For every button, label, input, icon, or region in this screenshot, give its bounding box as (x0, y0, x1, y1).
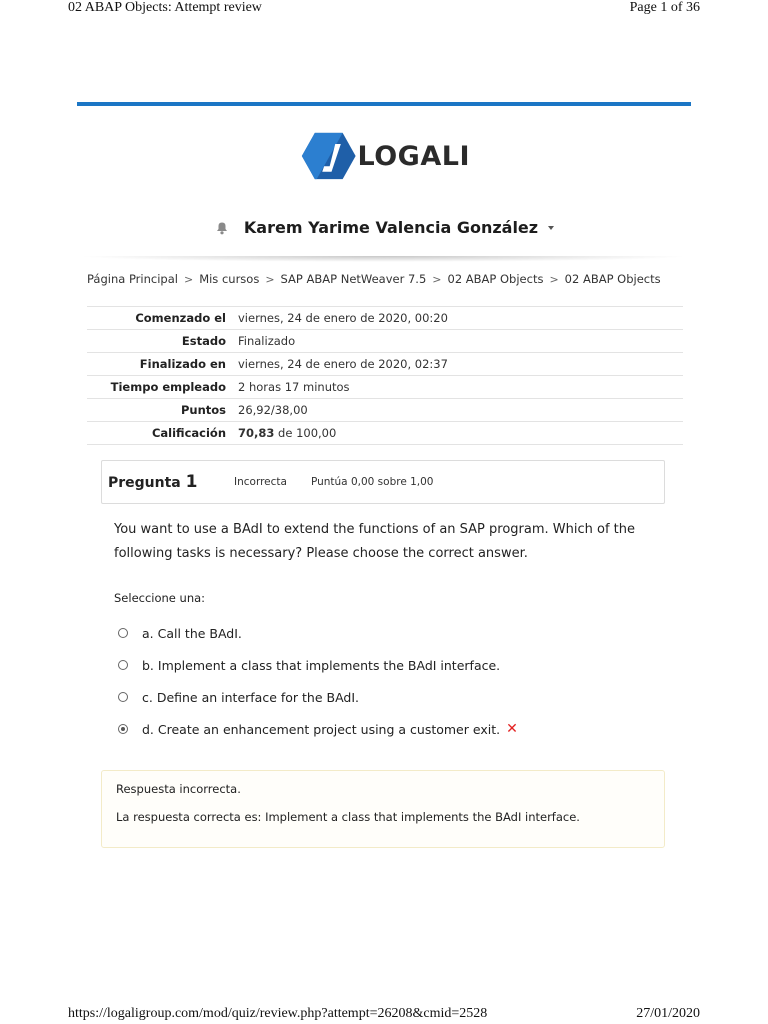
question-state: Incorrecta (234, 476, 287, 488)
bell-icon[interactable] (214, 220, 230, 236)
question-heading (108, 472, 230, 492)
summary-row-points (87, 399, 683, 422)
top-accent-bar (77, 102, 691, 106)
question-grade: Puntúa 0,00 sobre 1,00 (310, 476, 434, 488)
summary-value: 26,92/38,00 (238, 403, 308, 417)
chevron-right-icon: > (265, 272, 275, 286)
question-text: You want to use a BAdI to extend the functions of an SAP program. Which of the following tasks is necessary? Please choose the correct answer. (114, 522, 636, 561)
answer-label: d. Create an enhancement project using a customer exit. (142, 721, 501, 737)
breadcrumb-item-my-courses[interactable]: Mis cursos (199, 272, 260, 286)
answer-option-d[interactable] (118, 713, 518, 745)
summary-value: 2 horas 17 minutos (238, 380, 350, 394)
chevron-right-icon: > (549, 272, 559, 286)
breadcrumb-item-quiz[interactable]: 02 ABAP Objects (564, 272, 661, 286)
summary-label: Comenzado el (135, 311, 226, 325)
summary-label: Finalizado en (139, 357, 226, 371)
summary-label: Puntos (180, 403, 226, 417)
answer-label: b. Implement a class that implements the BAdI interface. (142, 657, 501, 673)
summary-label: Estado (181, 334, 226, 348)
answer-option-a[interactable] (118, 617, 518, 649)
summary-row-started (87, 307, 683, 330)
user-name[interactable]: Karem Yarime Valencia González (243, 218, 539, 237)
summary-value: viernes, 24 de enero de 2020, 00:20 (238, 311, 448, 325)
radio-button-selected[interactable] (118, 724, 128, 734)
grade-max: de 100,00 (274, 426, 337, 440)
question-label: Pregunta (108, 475, 181, 491)
feedback-box (101, 770, 665, 848)
chevron-right-icon: > (432, 272, 442, 286)
print-title: 02 ABAP Objects: Attempt review (68, 0, 262, 15)
summary-row-finished (87, 353, 683, 376)
question-info (101, 460, 665, 504)
breadcrumb-item-section[interactable]: 02 ABAP Objects (447, 272, 544, 286)
summary-row-grade (87, 422, 683, 445)
chevron-down-icon[interactable] (548, 226, 554, 230)
summary-label: Calificación (151, 426, 226, 440)
question-number: 1 (185, 472, 198, 492)
summary-value: viernes, 24 de enero de 2020, 02:37 (238, 357, 448, 371)
incorrect-icon: ✕ (506, 721, 518, 737)
summary-label: Tiempo empleado (110, 380, 226, 394)
feedback-status: Respuesta incorrecta. (116, 782, 241, 796)
answer-list (118, 617, 518, 745)
logali-logo-icon (300, 129, 357, 183)
answer-prompt: Seleccione una: (114, 591, 206, 605)
breadcrumb-item-home[interactable]: Página Principal (87, 272, 178, 286)
summary-row-time (87, 376, 683, 399)
answer-option-b[interactable] (118, 649, 518, 681)
summary-row-state (87, 330, 683, 353)
chevron-right-icon: > (183, 272, 194, 286)
footer-url: https://logaligroup.com/mod/quiz/review.php?attempt=26208&cmid=2528 (68, 1006, 488, 1021)
answer-option-c[interactable] (118, 681, 518, 713)
print-footer (68, 1006, 700, 1022)
summary-value (232, 422, 683, 445)
attempt-summary-table (87, 306, 683, 445)
radio-button[interactable] (118, 660, 128, 670)
print-header (68, 0, 700, 16)
grade-score: 70,83 (238, 426, 275, 440)
logo-text: LOGALI (357, 140, 470, 172)
radio-button[interactable] (118, 628, 128, 638)
page-info: Page 1 of 36 (629, 0, 700, 15)
answer-label: c. Define an interface for the BAdI. (142, 689, 360, 705)
user-menu[interactable] (0, 218, 768, 237)
answer-label: a. Call the BAdI. (142, 625, 242, 641)
breadcrumb-item-course[interactable]: SAP ABAP NetWeaver 7.5 (280, 272, 427, 286)
site-logo[interactable] (300, 128, 470, 184)
feedback-correct-answer: La respuesta correcta es: Implement a class that implements the BAdI interface. (116, 810, 580, 824)
breadcrumb (87, 272, 661, 286)
footer-date: 27/01/2020 (636, 1006, 700, 1021)
summary-value: Finalizado (238, 334, 296, 348)
radio-button[interactable] (118, 692, 128, 702)
header-divider (77, 256, 691, 262)
